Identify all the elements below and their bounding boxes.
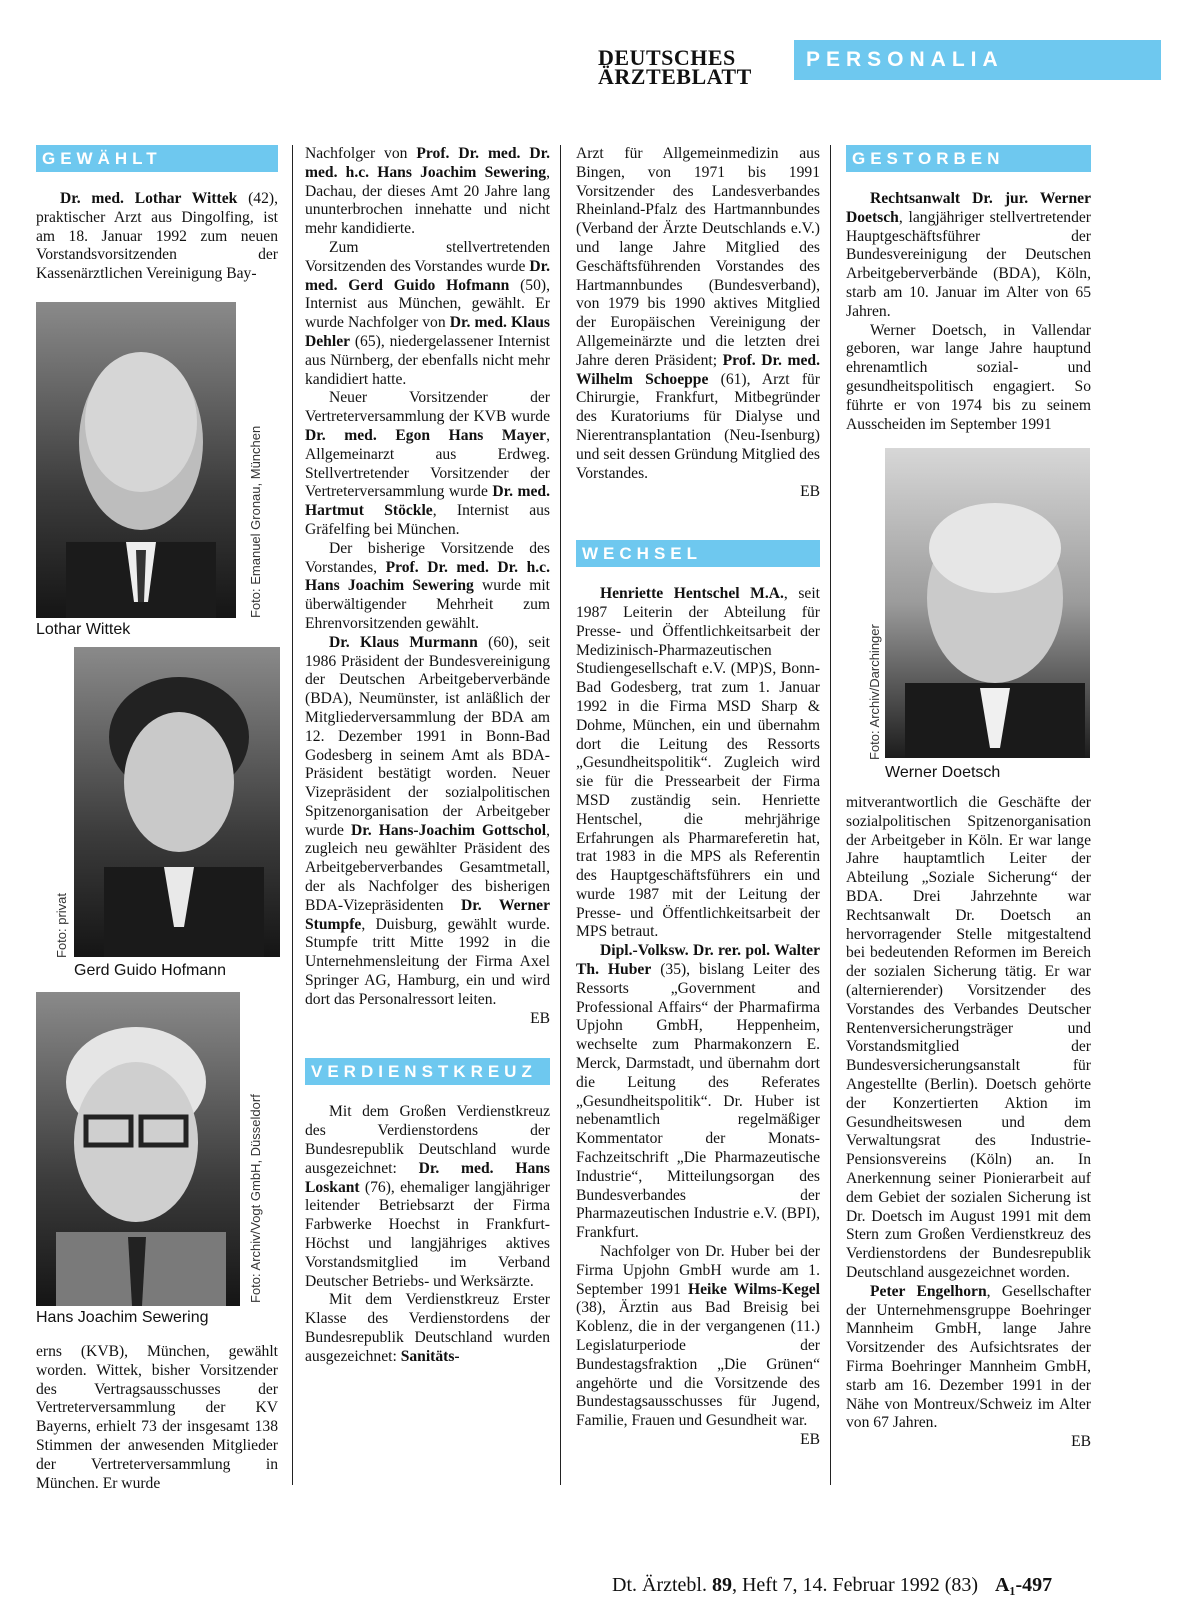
t: Der bisherige Vorsitzende des Vorstandes, (305, 539, 550, 576)
column-rule-3 (830, 145, 831, 1485)
para-doetsch-cont: mitverantwortlich die Geschäfte der sozialpolitischen Spitzenorganisation der Arbeitgeber in Köln. Er war lange Jahre hauptamtlich Leiter der Abteilung „Soziale Sicherung“ der BDA. Drei Jahrzehnte war Rechtsanwalt Dr. Doetsch an hervorragender Stelle mitgestaltend bei bedeutenden Reformen im Bereich der sozialen Sicherung tätig. Er war (alternierender) Vorsitzender des Vorstandes des Verbandes Deutscher Rentenversicherungsträger und Vorstandsmitglied der Bundesversicherungsanstalt für Angestellte (Berlin). Doetsch gehörte der Konzertierten Aktion im Gesundheitswesen und dem Verwaltungsrat des Industrie-Pensionsvereins (Köln) an. In Anerkennung seiner Pionierarbeit auf dem Gebiet der sozialen Sicherung ist Dr. Doetsch im August 1991 mit dem Stern zum Großen Verdienstkreuz des Verdienstordens der Bundesrepublik Deutschland ausgezeichnet worden. (846, 794, 1091, 1281)
t: (38), Ärztin aus Bad Breisig bei Koblenz, die in der vergangenen (11.) Legislaturperiode der Bundestagsfraktion „Die Grünen“ angehörte und die Vorsitzende des Bundestagsausschusses für Jugend, Familie, Frauen und Gesundheit war. (576, 1299, 820, 1430)
b: Dr. Hans-Joachim Gottschol (351, 821, 547, 839)
portrait-wittek (36, 302, 236, 618)
signature-eb: EB (800, 1431, 820, 1448)
column-2 (305, 145, 550, 1367)
b: Dr. Klaus Murmann (329, 633, 478, 651)
name-wittek: Dr. med. Lothar Wittek (60, 190, 238, 207)
column-rule-1 (292, 145, 293, 1485)
caption-sewering: Hans Joachim Sewering (36, 1309, 209, 1326)
para-murmann (305, 634, 550, 1010)
para-doetsch-death (846, 190, 1091, 322)
t: Nachfolger von Dr. Huber bei der Firma Upjohn GmbH wurde am 1. September 1991 (576, 1243, 820, 1298)
caption-doetsch: Werner Doetsch (885, 764, 1001, 781)
para-huber (576, 942, 820, 1243)
b: Dr. med. Egon Hans Mayer (305, 426, 547, 444)
header-gestorben: GESTORBEN (846, 145, 1091, 172)
para-wilms-kegel (576, 1243, 820, 1431)
para-engelhorn (846, 1283, 1091, 1433)
credit-doetsch: Foto: Archiv/Darchinger (867, 624, 882, 760)
t: , Heft 7, 14. Februar 1992 (83) (731, 1574, 979, 1596)
photo-wittek (36, 302, 236, 618)
t: , zugleich neu gewählter Präsident des Arbeitgeberverbandes Gesamtmetall, der als Nachfolger des bisherigen BDA-Vizepräsidenten (305, 821, 551, 914)
para-hofmann (305, 239, 550, 389)
para-doetsch-career: Werner Doetsch, in Vallendar geboren, war lange Jahre hauptund ehrenamtlich sozial- und gesundheitspolitisch engagiert. So führte er von 1974 bis zu seinem Ausscheiden im September 1991 (846, 321, 1091, 433)
column-4 (846, 145, 1091, 434)
b: Dr. med. Hans Loskant (305, 1159, 550, 1196)
signature-eb: EB (800, 483, 820, 501)
article-wittek-cont: erns (KVB), München, gewählt worden. Wittek, bisher Vorsitzender des Vertragsausschusses der Vertreterversammlung der KV Bayerns, erhielt 73 der insgesamt 138 Stimmen der anwesenden Mitglieder der Vertreterversammlung in München. Er wurde (36, 1343, 278, 1492)
para-sewering (305, 145, 550, 239)
para-schoeppe (576, 145, 820, 483)
b: Rechtsanwalt Dr. jur. Werner Doetsch (846, 190, 1091, 226)
t: Neuer Vorsitzender der Vertreterversammlung der KVB wurde (305, 389, 550, 426)
t: (61), Arzt für Chirurgie, Frankfurt, Mitbegründer des Kuratoriums für Dialyse und Nierentransplantation (Neu-Isenburg) und seit dessen Gründung Mitglied des Vorstandes. (576, 370, 821, 482)
t: Dt. Ärztebl. (612, 1574, 712, 1596)
t: , langjähriger stellvertretender Hauptgeschäftsführer der Bundesvereinigung der Deutschen Arbeitgeberverbände (BDA), Köln, starb am 10. Januar im Alter von 65 Jahren. (846, 208, 1091, 320)
t: , Dachau, der dieses Amt 20 Jahre lang ununterbrochen innehatte und nicht mehr kandidierte. (305, 163, 550, 238)
para-verdienstkreuz-erster (305, 1291, 550, 1366)
b: Dipl.-Volksw. Dr. rer. pol. Walter Th. Huber (576, 942, 820, 979)
column-4-continued (846, 794, 1091, 1452)
t: (76), ehemaliger langjähriger leitender Betriebsarzt der Firma Farbwerke Hoechst in Frankfurt-Höchst und langjähriges aktives Vorstandsmitglied im Verband Deutscher Betriebs- und Werksärzte. (305, 1178, 550, 1290)
column-1 (36, 145, 278, 284)
signature-eb: EB (530, 1009, 550, 1027)
b: Sanitäts- (400, 1347, 460, 1365)
para-loskant (305, 1103, 550, 1291)
header-gewaehlt: GEWÄHLT (36, 145, 278, 172)
caption-hofmann: Gerd Guido Hofmann (74, 962, 227, 979)
t: Zum stellvertretenden Vorsitzenden des Vorstandes wurde (305, 238, 550, 275)
b: Dr. med. Klaus Dehler (305, 314, 550, 350)
t: (65), niedergelassener Internist aus Nürnberg, der ebenfalls nicht mehr kandidiert hatte. (305, 332, 550, 388)
masthead-line2: ÄRZTEBLATT (598, 64, 752, 89)
portrait-doetsch (885, 448, 1090, 758)
portrait-sewering (36, 992, 240, 1306)
b: Henriette Hentschel M.A. (600, 585, 784, 603)
masthead-line1: DEUTSCHES (598, 45, 736, 70)
caption-wittek: Lothar Wittek (36, 621, 131, 638)
b: Heike Wilms-Kegel (687, 1280, 820, 1298)
masthead (598, 45, 768, 89)
t: , Internist aus Gräfelfing bei München. (305, 502, 550, 538)
t: , Allgemeinarzt aus Erdweg. Stellvertretender Vorsitzender der Vertreterversammlung wurde (305, 426, 550, 501)
header-verdienstkreuz: VERDIENSTKREUZ (305, 1058, 550, 1085)
signature-eb: EB (1071, 1433, 1091, 1451)
b: Dr. med. Hartmut Stöckle (305, 483, 550, 520)
credit-wittek: Foto: Emanuel Gronau, München (248, 425, 263, 618)
column-3 (576, 145, 820, 1450)
b: Prof. Dr. med. Wilhelm Schoeppe (576, 351, 821, 388)
t: , seit 1987 Leiterin der Abteilung für Presse- und Öffentlichkeitsarbeit der Medizinisch-Pharmazeutischen Studiengesellschaft e.V. (MP)S, Bonn-Bad Godesberg, trat zum 1. Januar 1992 in die Firma MSD Sharp & Dohme, München, ein und übernahm dort die Leitung des Ressorts „Gesundheitspolitik“. Zugleich wird sie für die Pressearbeit der Firma MSD zuständig sein. Henriette Hentschel, die mehrjährige Erfahrungen als Pharmareferetin hat, trat 1983 in die MPS als Referentin des Hauptgeschäftsführers ein und wurde 1987 mit der Leitung der Presse- und Öffentlichkeitsarbeit der MPS betraut. (576, 585, 820, 941)
header-wechsel: WECHSEL (576, 540, 820, 567)
column-rule-2 (560, 145, 561, 1485)
t: (35), bislang Leiter des Ressorts „Government and Professional Affairs“ der Pharmafirma Upjohn GmbH, Heppenheim, wechselte zum Pharmakonzern E. Merck, Darmstadt, und übernahm dort die Leitung des Referates „Gesundheitspolitik“. Dr. Huber ist nebenamtlich regelmäßiger Kommentator der Monats-Fachzeitschrift „Die Pharmazeutische Industrie“, Mitteilungsorgan des Bundesverbandes der Pharmazeutischen Industrie e.V. (BPI), Frankfurt. (576, 961, 821, 1242)
t: (60), seit 1986 Präsident der Bundesvereinigung der Deutschen Arbeitgeberverbände (BDA), Neumünster, ist anläßlich der Mitgliederversammlung der BDA am 12. Dezember 1991 in Bonn-Bad Godesberg in seinem Amt als BDA-Präsident bestätigt worden. Neuer Vizepräsident der sozialpolitischen Spitzenorganisation der Arbeitgeber wurde (305, 633, 550, 839)
text: (42), praktischer Arzt aus Dingolfing, ist am 18. Januar 1992 zum neuen Vorstandsvorsitzenden der Kassenärztlichen Vereinigung Bay- (36, 190, 278, 283)
credit-sewering: Foto: Archiv/Vogt GmbH, Düsseldorf (248, 1094, 263, 1303)
t: , Gesellschafter der Unternehmensgruppe Boehringer Mannheim GmbH, lange Jahre Vorsitzender des Aufsichtsrates der Firma Boehringer Mannheim GmbH, starb am 16. Dezember 1991 in der Nähe von Montreux/Schweiz im Alter von 67 Jahren. (846, 1282, 1091, 1432)
t: Nachfolger von (305, 145, 417, 162)
b: Prof. Dr. med. Dr. med. h.c. Hans Joachim Sewering (305, 145, 551, 181)
page-footer (612, 1574, 1052, 1597)
b: Dr. med. Gerd Guido Hofmann (305, 257, 550, 294)
b: 89 (711, 1574, 732, 1596)
t: Mit dem Großen Verdienstkreuz des Verdienstordens der Bundesrepublik Deutschland wurde ausgezeichnet: (305, 1103, 550, 1177)
b: Dr. Werner Stumpfe (305, 896, 550, 933)
t: wurde mit überwältigender Mehrheit zum Ehrenvorsitzenden gewählt. (305, 577, 550, 632)
b: Prof. Dr. med. Dr. h.c. Hans Joachim Sewering (305, 558, 550, 595)
t: Arzt für Allgemeinmedizin aus Bingen, von 1971 bis 1991 Vorsitzender des Landesverbandes Rheinland-Pfalz des Hartmannbundes (Verband der Ärzte Deutschlands e.V.) und lange Jahre Mitglied des Geschäftsführenden Vorstandes des Hartmannbundes (Bundesverband), von 1979 bis 1990 aktives Mitglied der Europäischen Vereinigung der Allgemeinärzte und die letzten drei Jahre deren Präsident; (576, 145, 820, 369)
b: Peter Engelhorn (870, 1282, 987, 1300)
photo-hofmann (74, 647, 280, 957)
t: , Duisburg, gewählt wurde. Stumpfe tritt Mitte 1992 in die Unternehmensleitung der Firma Axel Springer AG, Hamburg, ein und wird dort das Personalressort leiten. (305, 915, 550, 1008)
photo-doetsch (885, 448, 1090, 758)
t: Mit dem Verdienstkreuz Erster Klasse des Verdienstordens der Bundesrepublik Deutschland wurden ausgezeichnet: (305, 1291, 550, 1365)
t: (50), Internist aus München, gewählt. Er wurde Nachfolger von (305, 276, 550, 332)
page-number: A₁-497 (995, 1574, 1053, 1596)
column-1-continued (36, 1343, 278, 1493)
para-mayer (305, 389, 550, 539)
portrait-hofmann (74, 647, 280, 957)
credit-hofmann: Foto: privat (54, 892, 69, 958)
para-hentschel (576, 585, 820, 942)
para-ehrenvorsitz (305, 540, 550, 634)
section-banner: PERSONALIA (794, 40, 1161, 80)
article-wittek-intro (36, 190, 278, 284)
photo-sewering (36, 992, 240, 1306)
